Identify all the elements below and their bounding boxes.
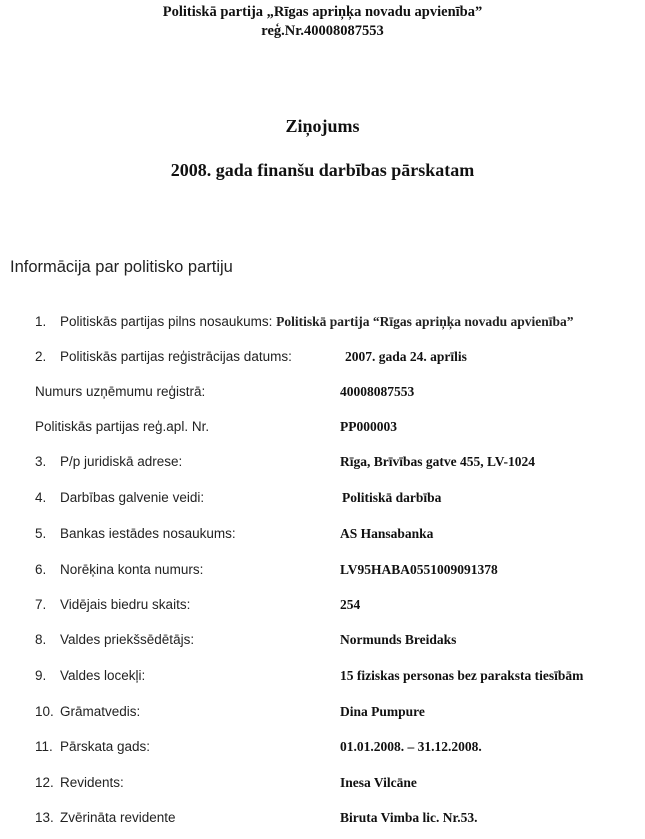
item-label: Grāmatvedis:	[60, 704, 141, 719]
item-number: 10.	[35, 704, 54, 719]
item-number: 5.	[35, 526, 47, 541]
report-subtitle: 2008. gada finanšu darbības pārskatam	[170, 160, 475, 180]
item-label: Numurs uzņēmumu reģistrā:	[35, 384, 206, 399]
item-number: 12.	[35, 775, 54, 790]
item-label: Revidents:	[60, 775, 124, 790]
item-value: 01.01.2008. – 31.12.2008.	[340, 739, 482, 754]
list-item	[0, 668, 645, 688]
list-item	[0, 526, 645, 546]
item-value: Rīga, Brīvības gatve 455, LV-1024	[340, 454, 536, 469]
list-item	[0, 810, 645, 830]
item-label: Politiskās partijas reģistrācijas datums:	[60, 349, 292, 364]
item-label: Vidējais biedru skaits:	[60, 597, 191, 612]
item-value: PP000003	[340, 419, 397, 434]
registration-number-header: reģ.Nr.40008087553	[261, 23, 384, 39]
list-item	[0, 349, 645, 369]
report-title: Ziņojums	[285, 116, 360, 136]
item-label: Politiskās partijas pilns nosaukums: Politiskā partija “Rīgas apriņķa novadu apvienība”	[60, 314, 574, 329]
item-value: Dina Pumpure	[340, 704, 425, 719]
item-label: Pārskata gads:	[60, 739, 151, 754]
item-number: 11.	[35, 739, 53, 754]
item-label: Valdes locekļi:	[60, 668, 146, 683]
list-item	[0, 490, 645, 510]
item-value: 40008087553	[340, 384, 415, 399]
item-value: Politiskā darbība	[342, 490, 442, 505]
list-item	[0, 704, 645, 724]
item-value: 254	[340, 597, 361, 612]
item-number: 3.	[35, 454, 47, 469]
item-number: 1.	[35, 314, 47, 329]
item-label: Darbības galvenie veidi:	[60, 490, 205, 505]
list-item	[0, 597, 645, 617]
item-label: Zvērināta revidente	[60, 810, 176, 825]
item-label: Valdes priekšsēdētājs:	[60, 632, 195, 647]
item-value: Politiskā partija “Rīgas apriņķa novadu apvienība”	[276, 314, 574, 329]
item-value: 15 fiziskas personas bez paraksta tiesībām	[340, 668, 584, 683]
item-label: Norēķina konta numurs:	[60, 562, 204, 577]
item-number: 7.	[35, 597, 47, 612]
section-heading: Informācija par politisko partiju	[10, 258, 233, 276]
item-number: 13.	[35, 810, 54, 825]
item-number: 6.	[35, 562, 47, 577]
item-value: Biruta Vimba lic. Nr.53.	[340, 810, 478, 825]
item-value: LV95HABA0551009091378	[340, 562, 498, 577]
list-item	[0, 454, 645, 474]
list-item	[0, 419, 645, 439]
item-value: Normunds Breidaks	[340, 632, 457, 647]
list-item	[0, 775, 645, 795]
item-number: 4.	[35, 490, 47, 505]
item-value: Inesa Vilcāne	[340, 775, 417, 790]
list-item	[0, 384, 645, 404]
item-number: 2.	[35, 349, 47, 364]
list-item	[0, 314, 645, 334]
item-number: 9.	[35, 668, 47, 683]
item-number: 8.	[35, 632, 47, 647]
item-value: 2007. gada 24. aprīlis	[345, 349, 467, 364]
item-label: P/p juridiskā adrese:	[60, 454, 183, 469]
item-label: Politiskās partijas reģ.apl. Nr.	[35, 419, 210, 434]
item-label: Bankas iestādes nosaukums:	[60, 526, 236, 541]
list-item	[0, 739, 645, 759]
list-item	[0, 632, 645, 652]
party-name-header: Politiskā partija „Rīgas apriņķa novadu apvienība”	[162, 4, 483, 20]
list-item	[0, 562, 645, 582]
item-value: AS Hansabanka	[340, 526, 434, 541]
